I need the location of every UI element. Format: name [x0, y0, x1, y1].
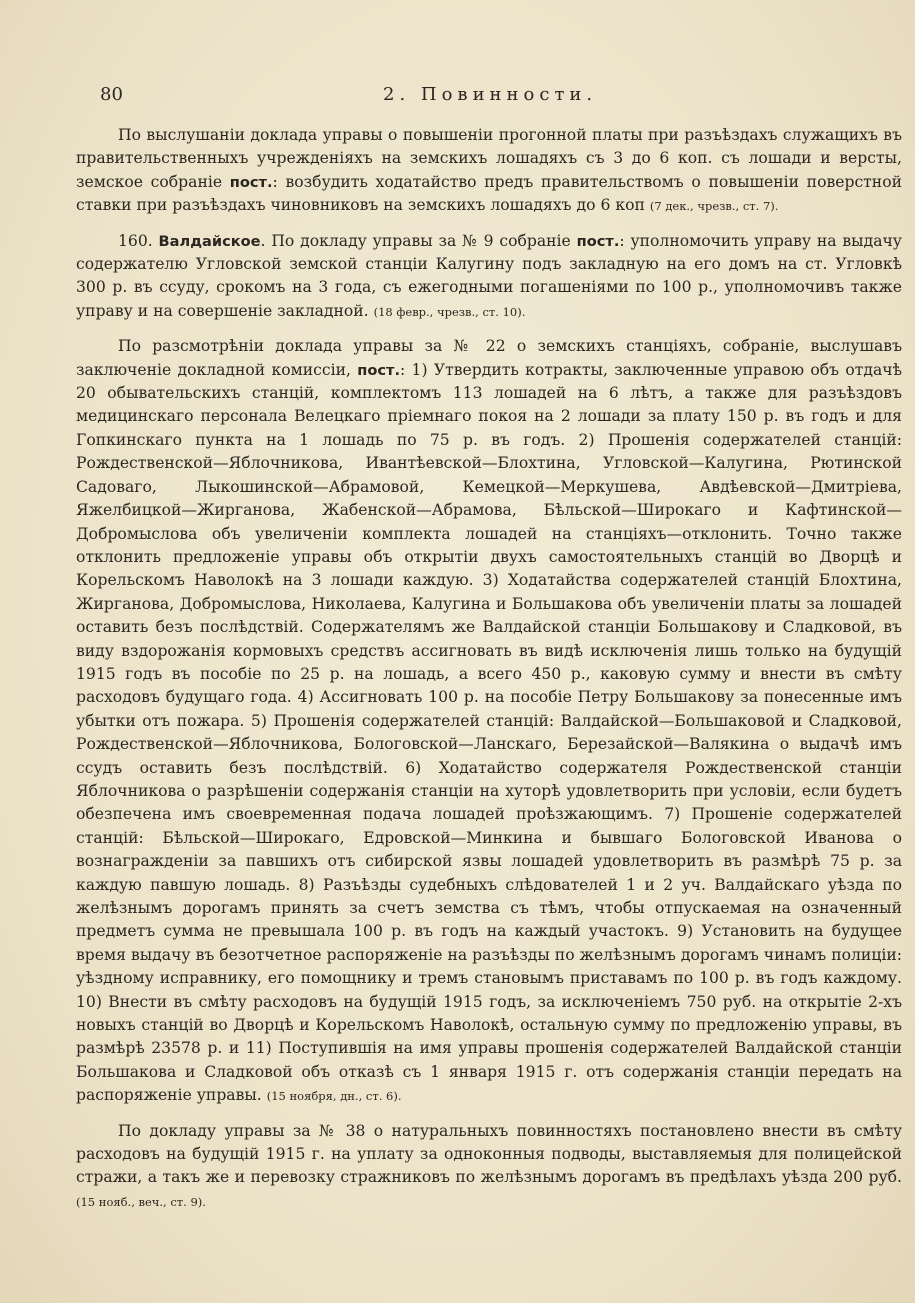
paragraph-prohonnaya-plata: По выслушаніи доклада управы о повышеніи прогонной платы при разъѣздахъ служащихъ въ правительственныхъ учрежденіяхъ на земскихъ лошадяхъ съ 3 до 6 коп. съ лошади и версты, земское собраніе пост.: возбудить ходатайство предъ правительствомъ о повышеніи поверстной ставки при разъѣздахъ чиновниковъ на земскихъ лошадяхъ до 6 коп (7 дек., чрезв., ст. 7). [76, 126, 902, 215]
session-note: (15 нояб., веч., ст. 9). [76, 1194, 206, 1209]
session-note: (18 февр., чрезв., ст. 10). [373, 304, 526, 319]
post-abbrev: пост. [576, 232, 620, 250]
post-abbrev: пост. [357, 361, 400, 379]
paragraph-valdayskoe: 160. Валдайское. По докладу управы за № 9 собраніе пост.: уполномочить управу на выдачу содержателю Угловской земской станціи Калугину подъ закладную на его домъ на ст. Угловкѣ 300 р. въ ссуду, срокомъ на 3 года, съ ежегодными погашеніями по 100 р., уполномочивъ также управу и на совершеніе закладной. (18 февр., чрезв., ст. 10). [76, 231, 902, 320]
page-number: 80 [100, 84, 123, 105]
page-header [100, 84, 875, 108]
paragraph-zemskie-stantsii: По разсмотрѣніи доклада управы за № 22 о земскихъ станціяхъ, собраніе, выслушавъ заключеніе докладной комиссіи, пост.: 1) Утвердить котракты, заключенные управою объ отдачѣ 20 обывательскихъ станцій, комплектомъ 113 лошадей на 6 лѣтъ, а также для разъѣздовъ медицинскаго персонала Велецкаго пріемнаго покоя на 2 лошади за плату 150 р. въ годъ и для Гопкинскаго пункта на 1 лошадь по 75 р. въ годъ. 2) Прошенія содержателей станцій: Рождественской—Яблочникова, Ивантѣевской—Блохтина, Угловской—Калугина, Рютинской Садоваго, Лыкошинской—Абрамовой, Кемецкой—Меркушева, Авдѣевской—Дмитріева, Яжелбицкой—Жирганова, Жабенской—Абрамова, Бѣльской—Широкаго и Кафтинской—Добромыслова объ увеличеніи комплекта лошадей на станціяхъ—отклонить. Точно также отклонить предложеніе управы объ открытіи двухъ самостоятельныхъ станцій во Дворцѣ и Корельскомъ Наволокѣ на 3 лошади каждую. 3) Ходатайства содержателей станцій Блохтина, Жирганова, Добромыслова, Николаева, Калугина и Большакова объ увеличеніи платы за лошадей оставить безъ послѣдствій. Содержателямъ же Валдайской станціи Большакову и Сладковой, въ виду вздорожанія кормовыхъ средствъ ассигновать въ видѣ исключенія лишь только на будущій 1915 годъ въ пособіе по 25 р. на лошадь, а всего 450 р., каковую сумму и внести въ смѣту расходовъ будущаго года. 4) Ассигновать 100 р. на пособіе Петру Большакову за понесенные имъ убытки отъ пожара. 5) Прошенія содержателей станцій: Валдайской—Большаковой и Сладковой, Рождественской—Яблочникова, Бологовской—Ланскаго, Березайской—Валякина о выдачѣ имъ ссудъ оставить безъ послѣдствій. 6) Ходатайство содержателя Рождественской станціи Яблочникова о разрѣшеніи содержанія станціи на хуторѣ удовлетворить при условіи, если будетъ обезпечена имъ своевременная подача лошадей проѣзжающимъ. 7) Прошеніе содержателей станцій: Бѣльской—Широкаго, Едровской—Минкина и бывшаго Бологовской Иванова о вознагражденіи за павшихъ отъ сибирской язвы лошадей удовлетворить въ размѣрѣ 75 р. за каждую павшую лошадь. 8) Разъѣзды судебныхъ слѣдователей 1 и 2 уч. Валдайскаго уѣзда по желѣзнымъ дорогамъ принять за счетъ земства съ тѣмъ, чтобы отпускаемая на означенный предметъ сумма не превышала 100 р. въ годъ на каждый участокъ. 9) Установить на будущее время выдачу въ безотчетное распоряженіе на разъѣзды по желѣзнымъ дорогамъ чинамъ полиціи: уѣздному исправнику, его помощнику и тремъ становымъ приставамъ по 100 р. въ годъ каждому. 10) Внести въ смѣту расходовъ на будущій 1915 годъ, за исключеніемъ 750 руб. на открытіе 2-хъ новыхъ станцій во Дворцѣ и Корельскомъ Наволокѣ, остальную сумму по предложенію управы, въ размѣрѣ 23578 р. и 11) Поступившія на имя управы прошенія содержателей Валдайской станціи Большакова и Сладковой объ отказѣ съ 1 января 1915 г. отъ содержанія станціи передать на распоряженіе управы. (15 ноября, дн., ст. 6). [76, 337, 902, 1105]
session-note: (7 дек., чрезв., ст. 7). [649, 199, 779, 214]
paragraph-naturalnye-povinnosti: По докладу управы за № 38 о натуральныхъ повинностяхъ постановлено внести въ смѣту расходовъ на будущій 1915 г. на уплату за одноконныя подводы, выставляемыя для полицейской стражи, а такъ же и перевозку стражниковъ по желѣзнымъ дорогамъ въ предѣлахъ уѣзда 200 руб. (15 нояб., веч., ст. 9). [76, 1121, 902, 1209]
page-body [76, 124, 902, 1214]
section-name: Валдайское [158, 232, 261, 250]
session-note: (15 ноября, дн., ст. 6). [266, 1089, 402, 1104]
running-title: 2. Повинности. [383, 84, 598, 105]
section-number: 160. [118, 231, 159, 250]
post-abbrev: пост. [229, 173, 273, 191]
